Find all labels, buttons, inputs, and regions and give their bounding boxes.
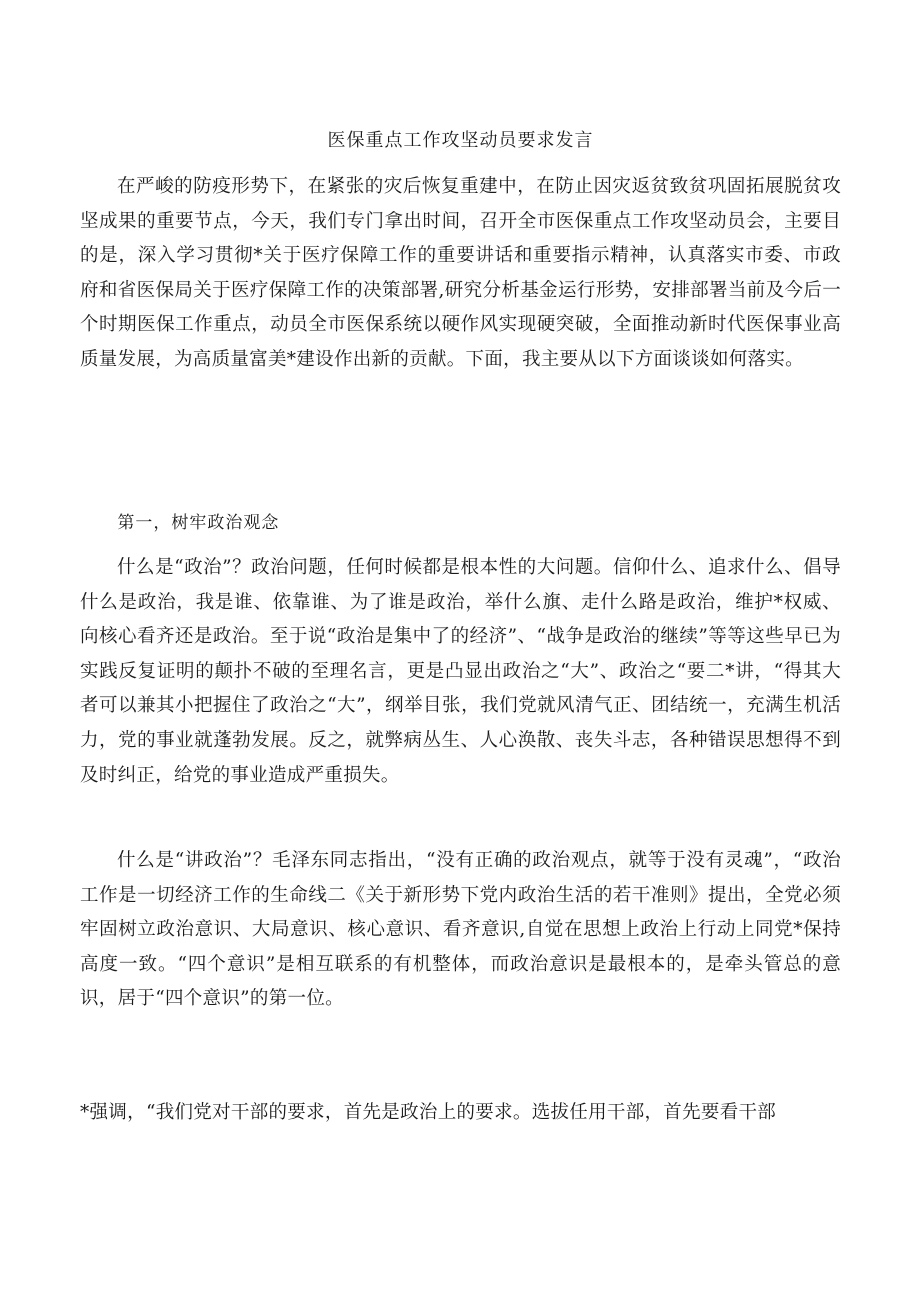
section-heading-political-concept: 第一，树牢政治观念 (117, 513, 280, 533)
paragraph-what-is-talking-politics: 什么是“讲政治”？毛泽东同志指出，“没有正确的政治观点，就等于没有灵魂”，“政治工作是一切经济工作的生命线二《关于新形势下党内政治生活的若干准则》提出，全党必须牢固树立政治意识、大局意识、核心意识、看齐意识,自觉在思想上政治上行动上同党*保持高度一致。“四个意识”是相互联系的有机整体，而政治意识是最根本的，是牵头管总的意识，居于“四个意识”的第一位。 (80, 850, 841, 1010)
document-page (80, 0, 841, 1301)
paragraph-intro: 在严峻的防疫形势下，在紧张的灾后恢复重建中，在防止因灾返贫致贫巩固拓展脱贫攻坚成果的重要节点，今天，我们专门拿出时间，召开全市医保重点工作攻坚动员会，主要目的是，深入学习贯彻*关于医疗保障工作的重要讲话和重要指示精神，认真落实市委、市政府和省医保局关于医疗保障工作的决策部署,研究分析基金运行形势，安排部署当前及今后一个时期医保工作重点，动员全市医保系统以硬作风实现硬突破，全面推动新时代医保事业高质量发展，为高质量富美*建设作出新的贡献。下面，我主要从以下方面谈谈如何落实。 (80, 176, 841, 370)
document-title: 医保重点工作攻坚动员要求发言 (327, 130, 594, 151)
paragraph-emphasis: *强调，“我们党对干部的要求，首先是政治上的要求。选拔任用干部，首先要看干部 (80, 1102, 777, 1123)
paragraph-what-is-politics: 什么是“政治”？政治问题，任何时候都是根本性的大问题。信仰什么、追求什么、倡导什么是政治，我是谁、依靠谁、为了谁是政治，举什么旗、走什么路是政治，维护*权威、向核心看齐还是政治。至于说“政治是集中了的经济”、“战争是政治的继续”等等这些早已为实践反复证明的颠扑不破的至理名言，更是凸显出政治之“大”、政治之“要二*讲，“得其大者可以兼其小把握住了政治之“大”，纲举目张，我们党就风清气正、团结统一，充满生机活力，党的事业就蓬勃发展。反之，就弊病丛生、人心涣散、丧失斗志，各种错误思想得不到及时纠正，给党的事业造成严重损失。 (80, 557, 841, 786)
